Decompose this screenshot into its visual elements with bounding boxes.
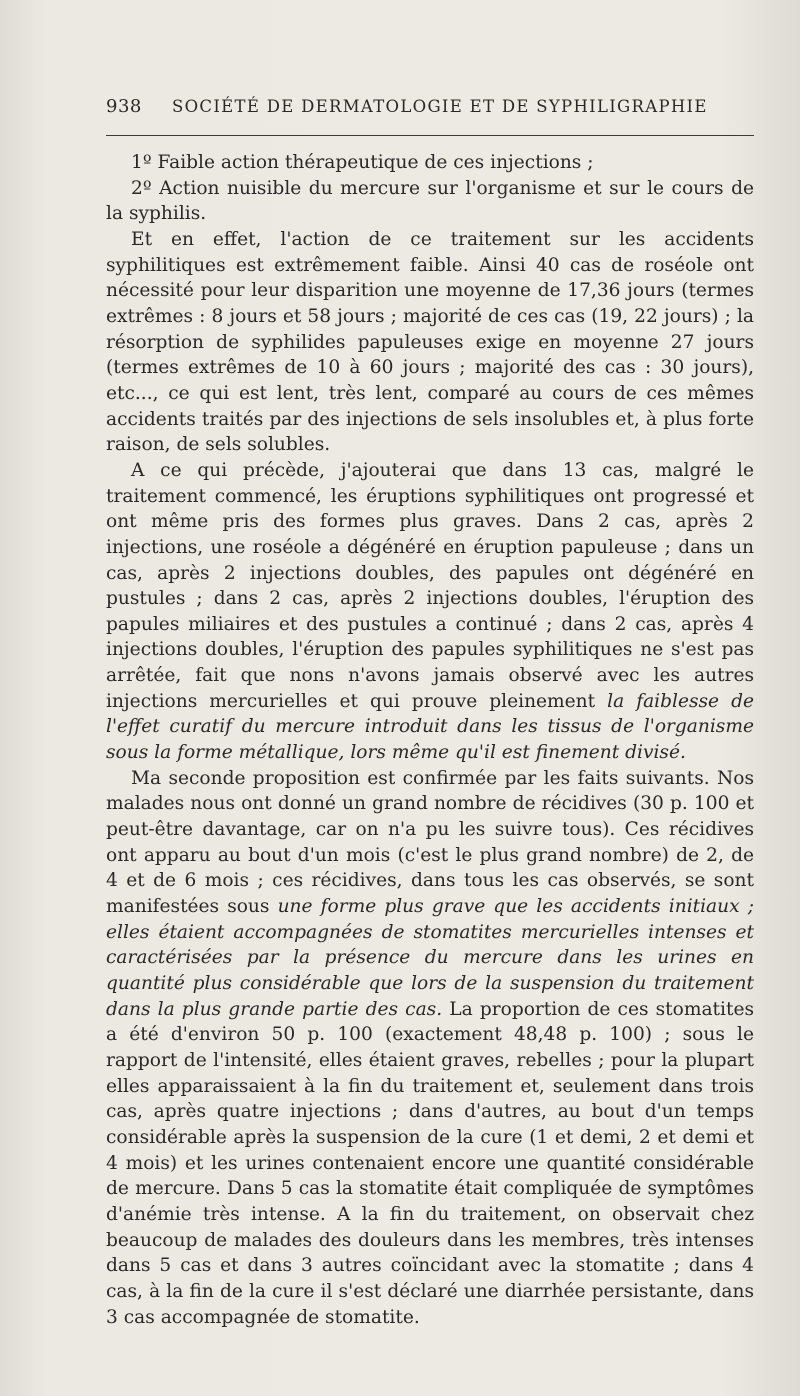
paragraph [106, 227, 754, 458]
text-segment: Ma seconde proposition est confirmée par les faits suivants. Nos malades nous ont donné un grand nombre de récidives (30 p. 100 et peut-être davantage, car on n'a pu les suivre tous). Ces récidives ont apparu au bout d'un mois (c'est le plus grand nombre) de 2, de 4 et de 6 mois ; ces récidives, dans tous les cas observés, se sont manifestées sous [106, 767, 754, 918]
header-rule [106, 135, 754, 136]
paragraph [106, 458, 754, 766]
page-number: 938 [106, 96, 142, 117]
page-header [106, 96, 756, 126]
italic-segment: une forme plus grave que les accidents initiaux ; elles étaient accompagnées de stomatites mercurielles intenses et caractérisées par la présence du mercure dans les urines en quantité plus considérable que lors de la suspension du traitement dans la plus grande partie des cas. [106, 896, 754, 1020]
paragraph [106, 766, 754, 1330]
text-segment: 2º Action nuisible du mercure sur l'organisme et sur le cours de la syphilis. [106, 177, 754, 225]
text-segment: A ce qui précède, j'ajouterai que dans 13 cas, malgré le traitement commencé, les éruptions syphilitiques ont progressé et ont même pris des formes plus graves. Dans 2 cas, après 2 injections, une roséole a dégénéré en éruption papuleuse ; dans un cas, après 2 injections doubles, des papules ont dégénéré en pustules ; dans 2 cas, après 2 injections doubles, l'éruption des papules miliaires et des pustules a continué ; dans 2 cas, après 4 injections doubles, l'éruption des papules syphilitiques ne s'est pas arrêtée, fait que nons n'avons jamais observé avec les autres injections mercurielles et qui prouve pleinement [106, 459, 754, 712]
paragraph [106, 150, 754, 176]
body-text [106, 150, 754, 1330]
paragraph [106, 176, 754, 227]
italic-segment: la faiblesse de l'effet curatif du mercure introduit dans les tissus de l'organisme sous la forme métallique, lors même qu'il est finement divisé. [106, 690, 754, 764]
text-segment: La proportion de ces stomatites a été d'environ 50 p. 100 (exactement 48,48 p. 100) ; sous le rapport de l'intensité, elles étaient graves, rebelles ; pour la plupart elles apparaissaient à la fin du traitement et, seulement dans trois cas, après quatre injections ; dans d'autres, au bout d'un temps considérable après la suspension de la cure (1 et demi, 2 et demi et 4 mois) et les urines contenaient encore une quantité considérable de mercure. Dans 5 cas la stomatite était compliquée de symptômes d'anémie très intense. A la fin du traitement, on observait chez beaucoup de malades des douleurs dans les membres, très intenses dans 5 cas et dans 3 autres coïncidant avec la stomatite ; dans 4 cas, à la fin de la cure il s'est déclaré une diarrhée persistante, dans 3 cas accompagnée de stomatite. [106, 998, 754, 1328]
text-segment: 1º Faible action thérapeutique de ces injections ; [131, 152, 594, 173]
running-head: SOCIÉTÉ DE DERMATOLOGIE ET DE SYPHILIGRAPHIE [172, 97, 708, 116]
text-segment: Et en effet, l'action de ce traitement sur les accidents syphilitiques est extrêmement faible. Ainsi 40 cas de roséole ont nécessité pour leur disparition une moyenne de 17,36 jours (termes extrêmes : 8 jours et 58 jours ; majorité de ces cas (19, 22 jours) ; la résorption de syphilides papuleuses exige en moyenne 27 jours (termes extrêmes de 10 à 60 jours ; majorité des cas : 30 jours), etc..., ce qui est lent, très lent, comparé au cours de ces mêmes accidents traités par des injections de sels insolubles et, à plus forte raison, de sels solubles. [106, 228, 754, 456]
